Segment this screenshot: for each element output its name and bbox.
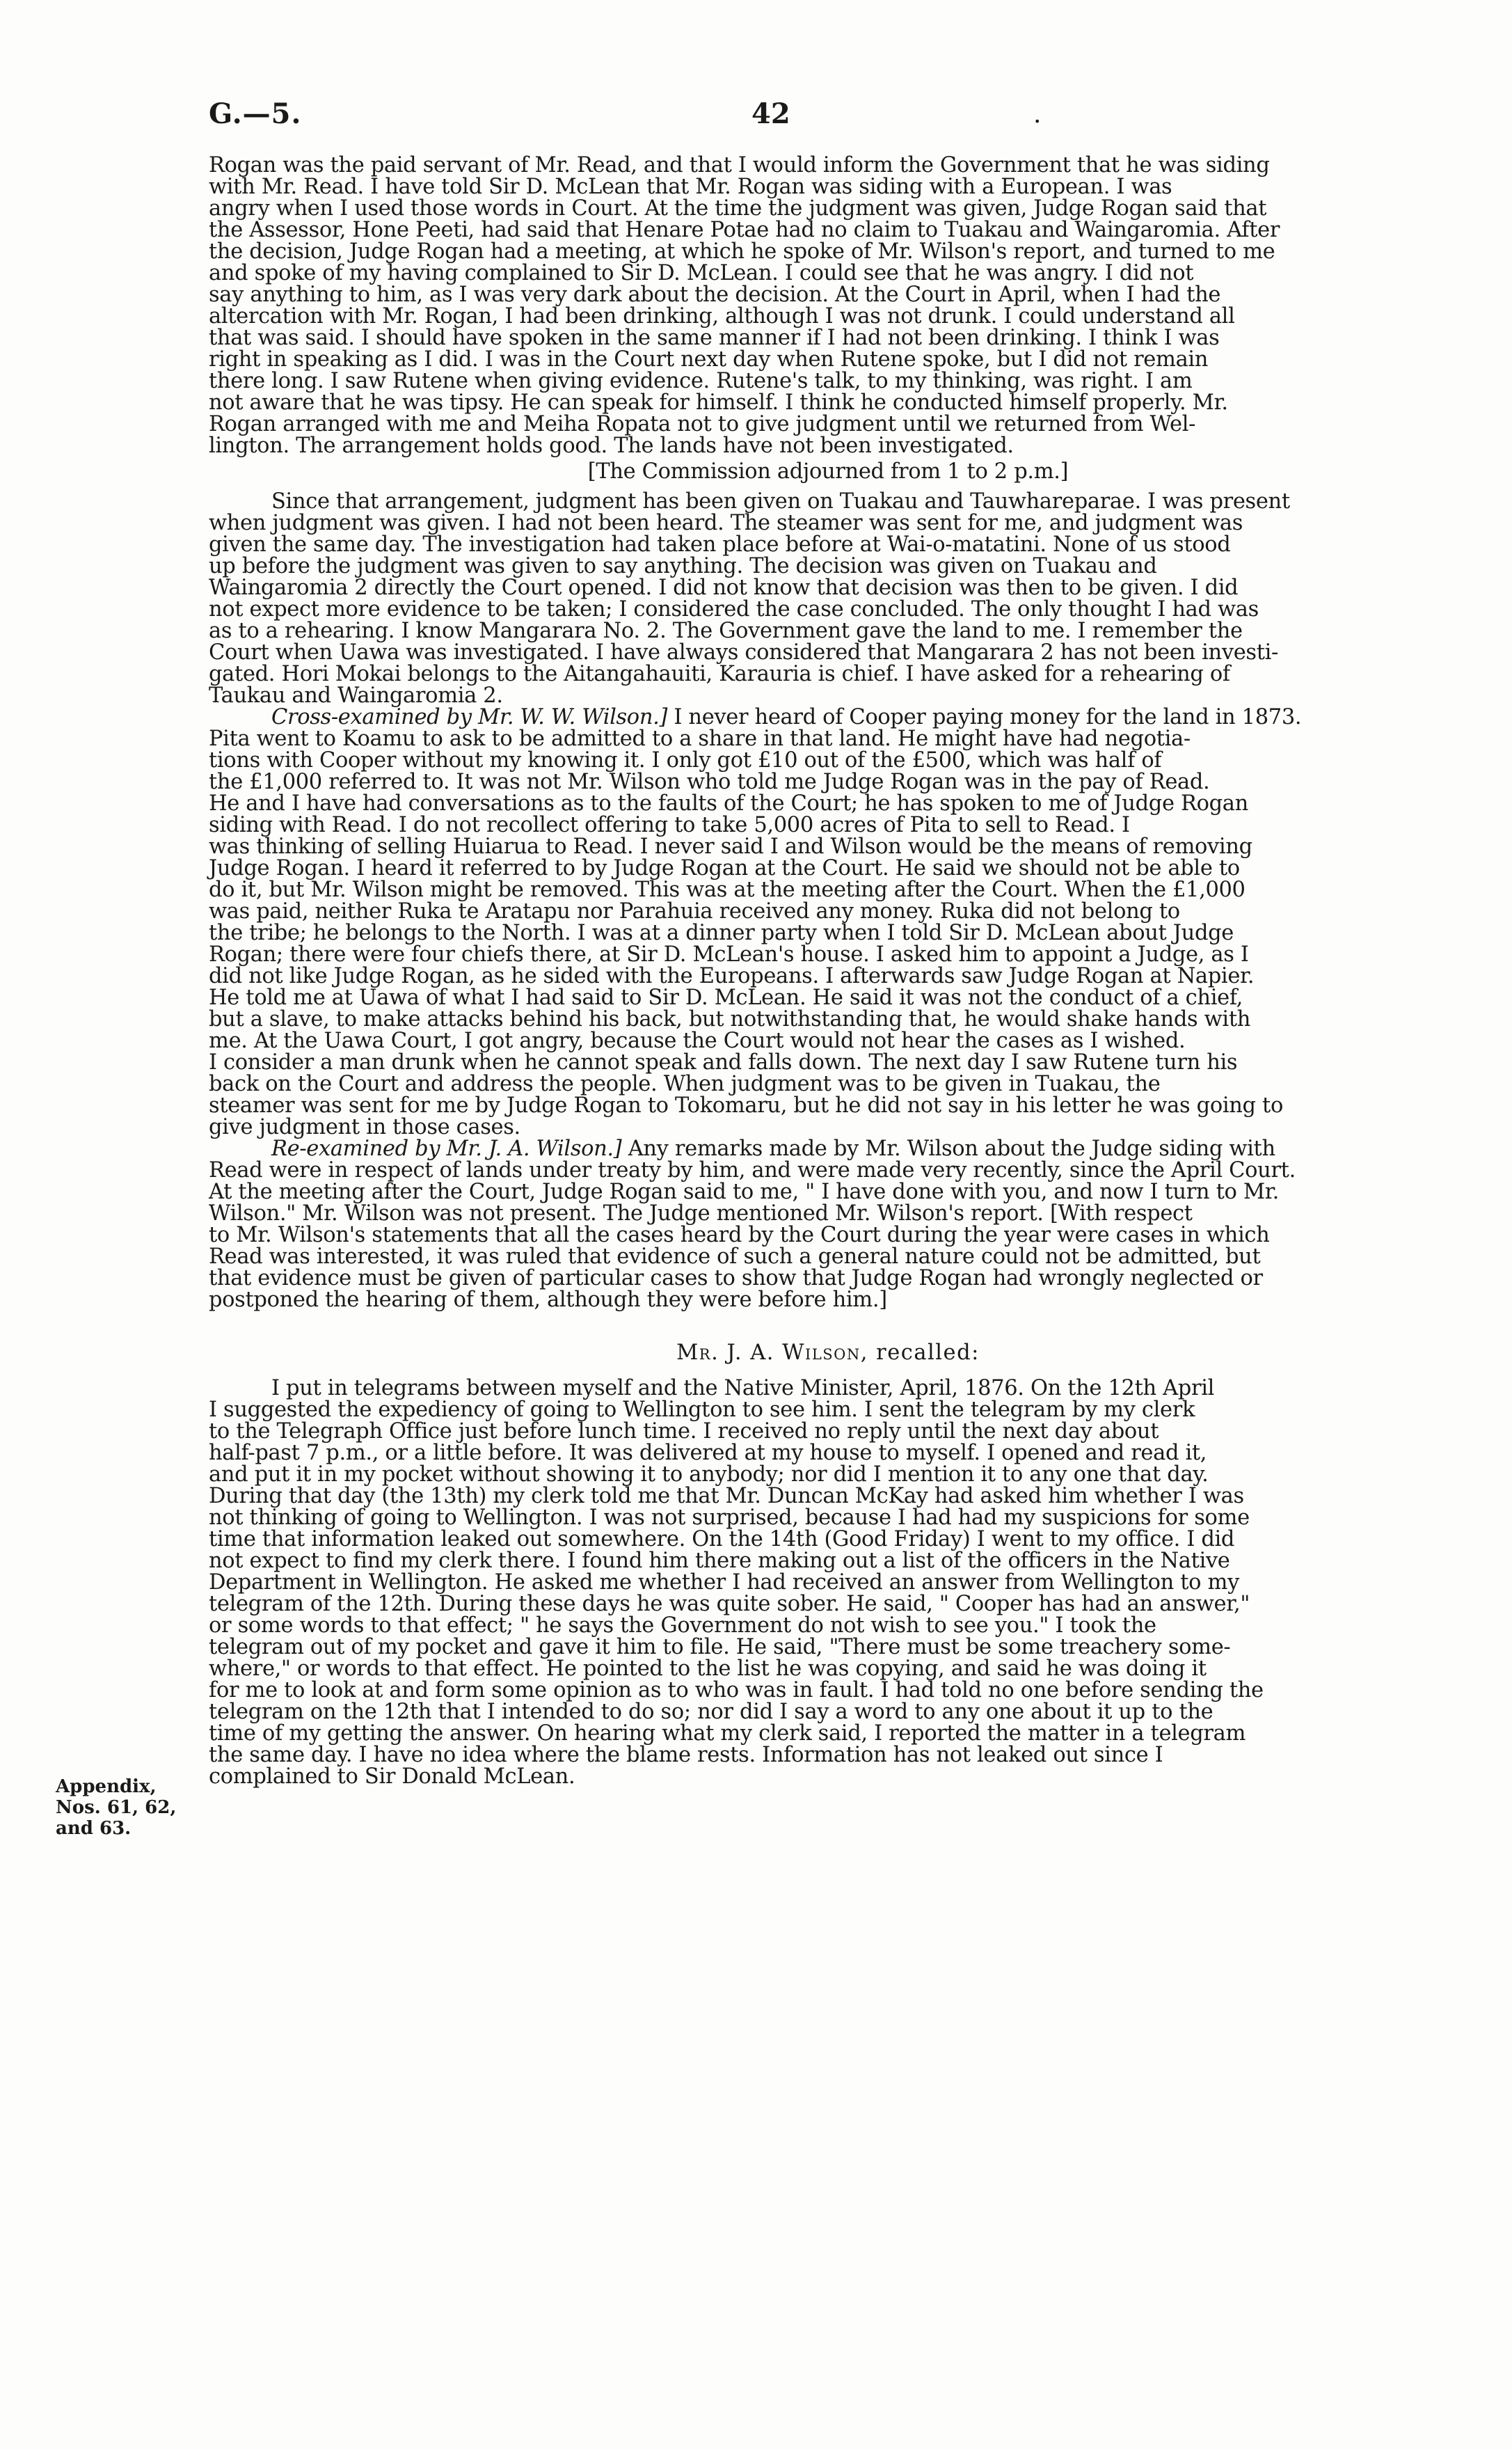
text-line: [209, 1138, 1447, 1160]
text-line: that was said. I should have spoken in the same manner if I had not been drinking. I think I was: [209, 326, 1220, 350]
cross-examination: [209, 706, 1447, 1138]
text-line: Judge Rogan. I heard it referred to by Judge Rogan at the Court. He said we should not be able to: [209, 856, 1240, 880]
paragraph-2: [209, 491, 1447, 706]
adjournment-note: [The Commission adjourned from 1 to 2 p.m.]: [587, 459, 1069, 484]
cross-examination-first: I never heard of Cooper paying money for the land in 1873.: [667, 705, 1302, 729]
text-line: the £1,000 referred to. It was not Mr. Wilson who told me Judge Rogan was in the pay of Read.: [209, 770, 1210, 794]
text-line: Department in Wellington. He asked me whether I had received an answer from Wellington to my: [209, 1570, 1239, 1595]
text-line: I put in telegrams between myself and the Native Minister, April, 1876. On the 12th April: [271, 1376, 1215, 1400]
text-line: there long. I saw Rutene when giving evidence. Rutene's talk, to my thinking, was right. I am: [209, 369, 1193, 393]
text-line: telegram out of my pocket and gave it him to file. He said, "There must be some treachery some-: [209, 1635, 1231, 1659]
text-line: Wilson." Mr. Wilson was not present. The Judge mentioned Mr. Wilson's report. [With respect: [209, 1201, 1193, 1226]
text-line: not expect more evidence to be taken; I considered the case concluded. The only thought I had was: [209, 597, 1259, 622]
text-line: was thinking of selling Huiarua to Read. I never said I and Wilson would be the means of removing: [209, 835, 1252, 859]
text-line: Since that arrangement, judgment has been given on Tuakau and Tauwhareparae. I was present: [271, 489, 1290, 514]
text-line: Court when Uawa was investigated. I have always considered that Mangarara 2 has not been investi-: [209, 640, 1278, 665]
text-line: I consider a man drunk when he cannot speak and falls down. The next day I saw Rutene turn his: [209, 1050, 1238, 1075]
text-line: back on the Court and address the people. When judgment was to be given in Tuakau, the: [209, 1072, 1161, 1096]
text-line: to the Telegraph Office just before lunch time. I received no reply until the next day about: [209, 1419, 1159, 1444]
text-line: gated. Hori Mokai belongs to the Aitangahauiti, Karauria is chief. I have asked for a rehearing of: [209, 662, 1230, 686]
text-line: right in speaking as I did. I was in the Court next day when Rutene spoke, but I did not remain: [209, 347, 1209, 372]
text-line: Taukau and Waingaromia 2.: [209, 683, 503, 708]
text-line: telegram of the 12th. During these days he was quite sober. He said, " Cooper has had an answer,": [209, 1592, 1250, 1616]
margin-note-line: Appendix,: [56, 1776, 157, 1797]
text-line: not thinking of going to Wellington. I was not surprised, because I had had my suspicions for some: [209, 1505, 1250, 1530]
text-line: lington. The arrangement holds good. The lands have not been investigated.: [209, 434, 1014, 458]
page-number: 42: [751, 97, 790, 130]
text-line: the decision, Judge Rogan had a meeting, at which he spoke of Mr. Wilson's report, and turned to me: [209, 239, 1275, 264]
text-line: [209, 706, 1447, 728]
text-line: to Mr. Wilson's statements that all the cases heard by the Court during the year were cases in which: [209, 1223, 1270, 1247]
heading-suffix: , recalled:: [860, 1341, 980, 1365]
margin-note-appendix: [56, 1776, 195, 1839]
text-line: that evidence must be given of particular cases to show that Judge Rogan had wrongly neglected or: [209, 1266, 1263, 1290]
text-line: do it, but Mr. Wilson might be removed. This was at the meeting after the Court. When the £1,000: [209, 878, 1246, 902]
text-line: steamer was sent for me by Judge Rogan to Tokomaru, but he did not say in his letter he was going to: [209, 1093, 1283, 1118]
re-examination: [209, 1138, 1447, 1311]
text-line: Rogan; there were four chiefs there, at Sir D. McLean's house. I asked him to appoint a Judge, as I: [209, 942, 1249, 967]
text-line: half-past 7 p.m., or a little before. It was delivered at my house to myself. I opened and read it,: [209, 1441, 1207, 1465]
text-line: the same day. I have no idea where the blame rests. Information has not leaked out since I: [209, 1743, 1163, 1767]
text-line: time that information leaked out somewhere. On the 14th (Good Friday) I went to my office. I did: [209, 1527, 1235, 1551]
text-line: complained to Sir Donald McLean.: [209, 1764, 575, 1789]
text-line: At the meeting after the Court, Judge Rogan said to me, " I have done with you, and now I turn to Mr.: [209, 1180, 1279, 1204]
text-line: altercation with Mr. Rogan, I had been drinking, although I was not drunk. I could understand all: [209, 304, 1235, 329]
text-line: I suggested the expediency of going to Wellington to see him. I sent the telegram by my clerk: [209, 1398, 1195, 1422]
document-body: [209, 155, 1447, 1787]
witness-name: Mr. J. A. Wilson: [676, 1341, 861, 1365]
text-line: He and I have had conversations as to the faults of the Court; he has spoken to me of Judge Rogan: [209, 791, 1248, 816]
text-line: Waingaromia 2 directly the Court opened. I did not know that decision was then to be given. I did: [209, 576, 1239, 600]
document-reference: G.—5.: [209, 97, 302, 130]
text-line: Rogan was the paid servant of Mr. Read, and that I would inform the Government that he was siding: [209, 153, 1270, 177]
margin-note-line: Nos. 61, 62,: [56, 1797, 177, 1818]
section-heading: [209, 1342, 1447, 1364]
text-line: He told me at Uawa of what I had said to Sir D. McLean. He said it was not the conduct of a chief,: [209, 986, 1243, 1010]
text-line: the Assessor, Hone Peeti, had said that Henare Potae had no claim to Tuakau and Waingaromia. After: [209, 218, 1280, 242]
text-line: give judgment in those cases.: [209, 1115, 520, 1139]
text-line: not expect to find my clerk there. I found him there making out a list of the officers in the Native: [209, 1549, 1230, 1573]
text-line: During that day (the 13th) my clerk told me that Mr. Duncan McKay had asked him whether I was: [209, 1484, 1244, 1508]
text-line: tions with Cooper without my knowing it. I only got £10 out of the £500, which was half of: [209, 748, 1162, 773]
text-line: Read was interested, it was ruled that evidence of such a general nature could not be admitted, but: [209, 1244, 1261, 1269]
text-line: Rogan arranged with me and Meiha Ropata not to give judgment until we returned from Wel-: [209, 412, 1196, 436]
re-examination-first: Any remarks made by Mr. Wilson about the Judge siding with: [621, 1137, 1275, 1161]
text-line: given the same day. The investigation had taken place before at Wai-o-matatini. None of us stood: [209, 532, 1231, 557]
text-line: with Mr. Read. I have told Sir D. McLean that Mr. Rogan was siding with a European. I was: [209, 175, 1172, 199]
text-line: angry when I used those words in Court. At the time the judgment was given, Judge Rogan said that: [209, 196, 1267, 221]
text-line: not aware that he was tipsy. He can speak for himself. I think he conducted himself properly. Mr.: [209, 390, 1228, 415]
text-line: for me to look at and form some opinion as to who was in fault. I had told no one before sending the: [209, 1678, 1264, 1702]
text-line: where," or words to that effect. He pointed to the list he was copying, and said he was doing it: [209, 1657, 1207, 1681]
text-line: and spoke of my having complained to Sir D. McLean. I could see that he was angry. I did not: [209, 261, 1194, 285]
text-line: telegram on the 12th that I intended to do so; nor did I say a word to any one about it up to the: [209, 1700, 1213, 1724]
text-line: the tribe; he belongs to the North. I was at a dinner party when I told Sir D. McLean about Judge: [209, 921, 1234, 945]
paragraph-1: [209, 155, 1447, 457]
margin-note-line: and 63.: [56, 1818, 132, 1839]
paragraph-3: [209, 1377, 1447, 1787]
text-line: and put it in my pocket without showing it to anybody; nor did I mention it to any one that day.: [209, 1462, 1209, 1487]
cross-examination-label: Cross-examined by Mr. W. W. Wilson.]: [271, 705, 668, 729]
text-line: or some words to that effect; " he says the Government do not wish to see you." I took the: [209, 1613, 1156, 1638]
text-line: say anything to him, as I was very dark about the decision. At the Court in April, when I had the: [209, 283, 1221, 307]
text-line: time of my getting the answer. On hearing what my clerk said, I reported the matter in a telegram: [209, 1721, 1246, 1746]
text-line: was paid, neither Ruka te Aratapu nor Parahuia received any money. Ruka did not belong to: [209, 899, 1180, 924]
text-line: but a slave, to make attacks behind his back, but notwithstanding that, he would shake hands with: [209, 1007, 1251, 1032]
text-line: did not like Judge Rogan, as he sided with the Europeans. I afterwards saw Judge Rogan at Napier.: [209, 964, 1255, 988]
text-line: when judgment was given. I had not been heard. The steamer was sent for me, and judgment was: [209, 511, 1243, 535]
header-dot: .: [1033, 100, 1042, 129]
text-line: me. At the Uawa Court, I got angry, because the Court would not hear the cases as I wished.: [209, 1029, 1186, 1053]
text-line: Pita went to Koamu to ask to be admitted to a share in that land. He might have had negotia-: [209, 727, 1191, 751]
re-examination-label: Re-examined by Mr. J. A. Wilson.]: [271, 1137, 622, 1161]
text-line: Read were in respect of lands under treaty by him, and were made very recently, since the April Court.: [209, 1158, 1296, 1183]
text-line: postponed the hearing of them, although they were before him.]: [209, 1288, 887, 1312]
text-line: siding with Read. I do not recollect offering to take 5,000 acres of Pita to sell to Read. I: [209, 813, 1130, 837]
text-line: up before the judgment was given to say anything. The decision was given on Tuakau and: [209, 554, 1157, 578]
page-header: [209, 97, 1447, 139]
text-line: as to a rehearing. I know Mangarara No. 2. The Government gave the land to me. I remember the: [209, 619, 1243, 643]
